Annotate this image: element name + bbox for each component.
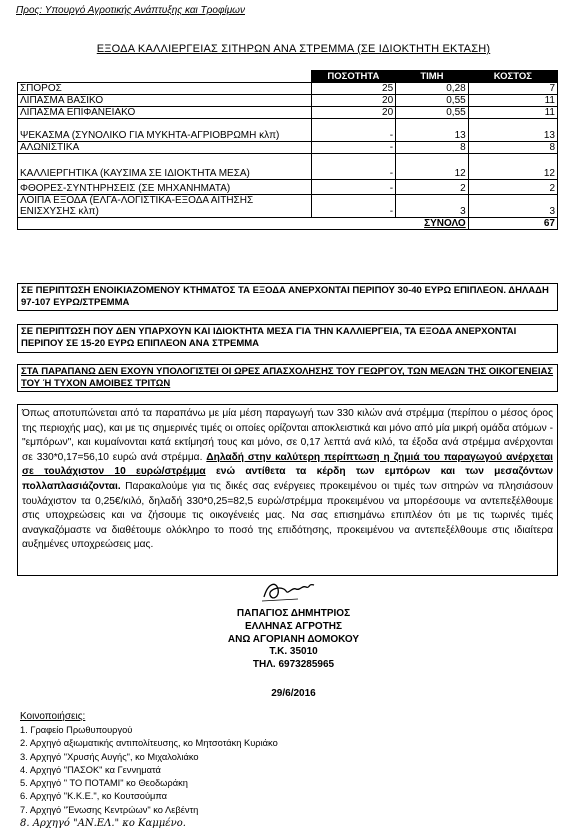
row-qty: 25 [311,83,396,95]
total-value: 67 [468,218,557,230]
header-price: ΤΙΜΗ [396,71,469,83]
row-cost: 7 [468,83,557,95]
cc-title: Κοινοποιήσεις: [20,711,86,722]
hours-note-text: ΣΤΑ ΠΑΡΑΠΑΝΩ ΔΕΝ ΕΧΟΥΝ ΥΠΟΛΟΓΙΣΤΕΙ ΟΙ ΩΡΕΣ ΑΠΑΣΧΟΛΗΣΗΣ ΤΟΥ ΓΕΩΡΓΟΥ, ΤΩΝ ΜΕΛΩΝ ΤΗΣ ΟΙΚΟΓΕΝΕΙΑΣ ΤΟΥ Ή ΤΥΧΟΝ ΑΜΟΙΒΕΣ ΤΡΙΤΩΝ [21,366,554,389]
total-row [18,218,558,230]
letter-date: 29/6/2016 [271,688,316,699]
rent-note: ΣΕ ΠΕΡΙΠΤΩΣΗ ΕΝΟΙΚΙΑΖΟΜΕΝΟΥ ΚΤΗΜΑΤΟΣ ΤΑ ΕΞΟΔΑ ΑΝΕΡΧΟΝΤΑΙ ΠΕΡΙΠΟΥ 30-40 ΕΥΡΩ ΕΠΙΠΛΕΟΝ. ΔΗΛΑΔΗ 97-107 ΕΥΡΩ/ΣΤΡΕΜΜΑ [17,283,558,311]
list-item-handwritten: 8. Αρχηγό "ΑΝ.ΕΛ." κο Καμμένο. [20,818,186,830]
row-cost: 12 [468,154,557,180]
total-spacer [311,218,396,230]
row-item: ΑΛΩΝΙΣΤΙΚΑ [18,142,312,154]
sender-name: ΠΑΠΑΓΙΟΣ ΔΗΜΗΤΡΙΟΣ [236,608,351,619]
table-row [18,83,558,95]
sender-postcode: Τ.Κ. 35010 [269,646,318,658]
row-price: 0,55 [396,95,469,107]
table-row [18,95,558,107]
paragraph-request: Παρακαλούμε για τις δικές σας ενέργειες προκειμένου οι τιμές των σιτηρών να πλησιάσουν τουλάχιστον τα 0,25€/κιλό, δηλαδή 330*0,25=82,5 ευρώ/στρέμμα προκειμένου να μπορέσουμε να αντεπεξέλθουμε στις υποχρεώσεις και να ζήσουμε τις οικογένειές μας. Να σας επισημάνω επιπλέον ότι με τις τωρινές τιμές αναγκαζόμαστε να διαθέτουμε ολόκληρο το ποσό της επιδότησης, προκειμένου να αντεπεξέλθουμε στις ιδιαίτερα αυξημένες υποχρεώσεις μας. [22,480,553,551]
row-cost: 2 [468,180,557,195]
row-item: ΚΑΛΛΙΕΡΓΗΤΙΚΑ (ΚΑΥΣΙΜΑ ΣΕ ΙΔΙΟΚΤΗΤΑ ΜΕΣΑ) [18,154,312,180]
list-item: 1. Γραφείο Πρωθυπουργού [20,725,133,735]
table-row [18,119,558,142]
table-row [18,107,558,119]
row-item: ΛΟΙΠΑ ΕΞΟΔΑ (ΕΛΓΑ-ΛΟΓΙΣΤΙΚΑ-ΕΞΟΔΑ ΑΙΤΗΣΗΣ ΕΝΙΣΧΥΣΗΣ κλπ) [18,195,312,218]
row-price: 2 [396,180,469,195]
row-cost: 11 [468,107,557,119]
list-item: 5. Αρχηγό " ΤΟ ΠΟΤΑΜΙ" κο Θεοδωράκη [20,778,188,789]
signature-icon [258,577,318,605]
table-row [18,154,558,180]
cost-table [17,70,558,230]
list-item: 2. Αρχηγό αξιωματικής αντιπολίτευσης, κο Μητσοτάκη Κυριάκο [20,738,278,749]
recipient-line: Προς: Υπουργό Αγροτικής Ανάπτυξης και Τροφίμων [16,5,245,16]
row-qty: - [311,180,396,195]
row-price: 0,55 [396,107,469,119]
row-qty: 20 [311,107,396,119]
row-item: ΨΕΚΑΣΜΑ (ΣΥΝΟΛΙΚΟ ΓΙΑ ΜΥΚΗΤΑ-ΑΓΡΙΟΒΡΩΜΗ κλπ) [18,119,312,142]
sender-block [0,608,587,672]
paragraph-loss-highlight: Δηλαδή στην καλύτερη περίπτωση η ζημιά του παραγωγού ανέρχεται σε τουλάχιστον 10 ευρώ/στρέμμα [22,451,553,478]
row-cost: 13 [468,119,557,142]
no-means-note: ΣΕ ΠΕΡΙΠΤΩΣΗ ΠΟΥ ΔΕΝ ΥΠΑΡΧΟΥΝ ΚΑΙ ΙΔΙΟΚΤΗΤΑ ΜΕΣΑ ΓΙΑ ΤΗΝ ΚΑΛΛΙΕΡΓΕΙΑ, ΤΑ ΕΞΟΔΑ ΑΝΕΡΧΟΝΤΑΙ ΠΕΡΙΠΟΥ ΣΕ 15-20 ΕΥΡΩ ΕΠΙΠΛΕΟΝ ΑΝΑ ΣΤΡΕΜΜΑ [17,324,558,353]
row-qty: - [311,195,396,218]
sender-place: ΑΝΩ ΑΓΟΡΙΑΝΗ ΔΟΜΟΚΟΥ [227,633,360,645]
list-item: 3. Αρχηγό "Χρυσής Αυγής", κο Μιχαλολιάκο [20,751,199,762]
row-item: ΛΙΠΑΣΜΑ ΒΑΣΙΚΟ [18,95,312,107]
cc-list [20,724,278,830]
table-row [18,142,558,154]
sender-phone: ΤΗΛ. 6973285965 [252,659,335,671]
list-item: 6. Αρχηγό "Κ.Κ.Ε.", κο Κουτσούμπα [20,791,168,802]
row-cost: 3 [468,195,557,218]
sender-role: ΕΛΛΗΝΑΣ ΑΓΡΟΤΗΣ [244,620,343,632]
header-quantity: ΠΟΣΟΤΗΤΑ [311,71,396,83]
list-item: 7. Αρχηγό "Ένωσης Κεντρώων" κο Λεβέντη [20,804,199,815]
table-row [18,195,558,218]
row-item: ΣΠΟΡΟΣ [18,83,312,95]
row-item: ΦΘΟΡΕΣ-ΣΥΝΤΗΡΗΣΕΙΣ (ΣΕ ΜΗΧΑΝΗΜΑΤΑ) [18,180,312,195]
row-price: 13 [396,119,469,142]
row-price: 12 [396,154,469,180]
paragraph-loss-rest: ενώ αντίθετα τα κέρδη των εμπόρων και των μεσαζόντων πολλαπλασιάζονται. [22,466,553,492]
total-label: ΣΥΝΟΛΟ [396,218,469,230]
row-price: 3 [396,195,469,218]
total-spacer [18,218,312,230]
row-qty: - [311,119,396,142]
row-qty: - [311,142,396,154]
table-header-blank [18,71,312,83]
hours-note [17,364,558,392]
paragraph-production: Όπως αποτυπώνεται από τα παραπάνω με μία μέση παραγωγή των 330 κιλών ανά στρέμμα (περίπου ο μέσος όρος της περιοχής μας), και με τις σημερινές τιμές οι οποίες ορίζονται αποκλειστικά και μόνο από μία μικρή ομάδα ατόμων - "εμπόρων", και κυμαίνονται κατά εκτίμησή τους και μόνο, σε 0,17 λεπτά ανά κιλό, τα έξοδα ανά στρέμμα ανέρχονται σε 330*0,17=56,10 ευρώ ανά στρέμμα. [22,408,553,463]
row-qty: - [311,154,396,180]
table-row [18,180,558,195]
row-price: 8 [396,142,469,154]
list-item: 4. Αρχηγό "ΠΑΣΟΚ" κα Γεννηματά [20,764,161,775]
row-price: 0,28 [396,83,469,95]
row-cost: 11 [468,95,557,107]
header-cost: ΚΟΣΤΟΣ [468,71,557,83]
row-cost: 8 [468,142,557,154]
row-qty: 20 [311,95,396,107]
document-title: ΕΞΟΔΑ ΚΑΛΛΙΕΡΓΕΙΑΣ ΣΙΤΗΡΩΝ ΑΝΑ ΣΤΡΕΜΜΑ (ΣΕ ΙΔΙΟΚΤΗΤΗ ΕΚΤΑΣΗ) [96,43,491,55]
main-text-box [17,404,558,576]
row-item: ΛΙΠΑΣΜΑ ΕΠΙΦΑΝΕΙΑΚΟ [18,107,312,119]
